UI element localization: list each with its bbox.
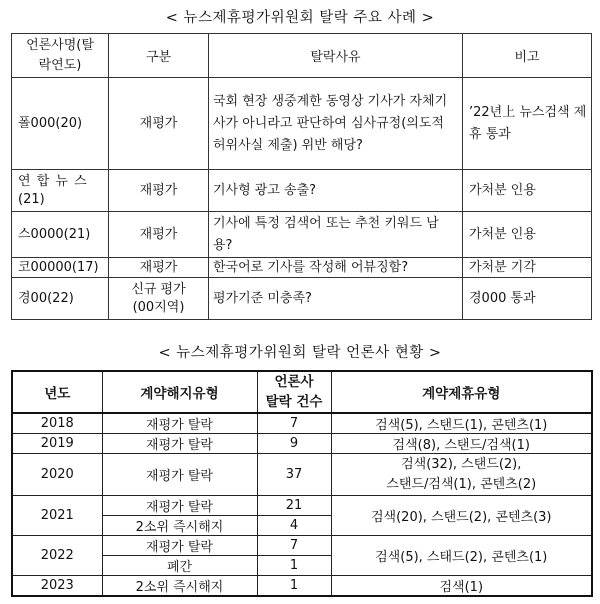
header-note: 비고 (463, 34, 592, 78)
cell-count: 1 (257, 576, 331, 597)
header-partnership-type: 계약제휴유형 (331, 371, 592, 413)
cell-year: 2021 (12, 496, 102, 536)
cell-media (12, 170, 109, 212)
cell-reason: 기사에 특정 검색어 또는 추천 키워드 남용? (209, 212, 463, 258)
cell-count: 7 (257, 536, 331, 556)
cell-type: 재평가 (109, 212, 209, 258)
cell-media-line2: (21) (18, 191, 45, 207)
cell-note: 가처분 인용 (463, 170, 592, 212)
dropout-status-table (11, 370, 593, 597)
table-row (12, 413, 592, 434)
cell-reason: 국회 현장 생중계한 동영상 기사가 자체기사가 아니라고 판단하여 심사규정(의도적 허위사실 제출) 위반 해당? (209, 78, 463, 170)
cell-media: 스0000(21) (12, 212, 109, 258)
table2-title: < 뉴스제휴평가위원회 탈락 언론사 현황 > (158, 345, 442, 361)
table-row (12, 170, 592, 212)
cell-media: 폴000(20) (12, 78, 109, 170)
cell-note: 경000 통과 (463, 278, 592, 320)
cell-partnership: 검색(5), 스태드(2), 콘텐츠(1) (331, 536, 592, 576)
cell-note: ’22년上 뉴스검색 제휴 통과 (463, 78, 592, 170)
header-media (12, 34, 109, 78)
cell-type-line2: (00지역) (132, 299, 185, 315)
header-media-line1: 언론사명(탈 (26, 37, 94, 53)
cell-count: 7 (257, 413, 331, 434)
cell-type: 재평가 탈락 (102, 413, 257, 434)
cell-type: 재평가 탈락 (102, 454, 257, 496)
cell-year: 2020 (12, 454, 102, 496)
table-row (12, 576, 592, 597)
header-media-line2: 락연도) (38, 57, 82, 73)
table-row (12, 434, 592, 454)
cell-partnership: 검색(1) (331, 576, 592, 597)
cell-partnership-line1: 검색(32), 스탠드(2), (401, 456, 522, 472)
cell-reason: 기사형 광고 송출? (209, 170, 463, 212)
table-row (12, 212, 592, 258)
header-type: 구분 (109, 34, 209, 78)
cell-type (109, 278, 209, 320)
cell-count: 4 (257, 516, 331, 536)
cell-year: 2019 (12, 434, 102, 454)
cell-media-line1: 연 합 뉴 스 (18, 173, 88, 189)
cell-type: 재평가 (109, 170, 209, 212)
cell-reason: 한국어로 기사를 작성해 어뷰징함? (209, 258, 463, 278)
cell-count: 9 (257, 434, 331, 454)
cell-media: 코00000(17) (12, 258, 109, 278)
table-row (12, 258, 592, 278)
header-count-line2: 탈락 건수 (265, 394, 323, 410)
cell-type: 재평가 탈락 (102, 496, 257, 516)
cell-type: 재평가 탈락 (102, 434, 257, 454)
cell-type: 2소위 즉시해지 (102, 516, 257, 536)
cell-year: 2023 (12, 576, 102, 597)
cell-note: 가처분 기각 (463, 258, 592, 278)
table1-title: < 뉴스제휴평가위원회 탈락 주요 사례 > (165, 10, 435, 26)
cell-type: 재평가 (109, 78, 209, 170)
table-row (12, 536, 592, 556)
cell-type-line1: 신규 평가 (131, 281, 186, 297)
header-count (257, 371, 331, 413)
cell-partnership: 검색(20), 스탠드(2), 콘텐츠(3) (331, 496, 592, 536)
cell-partnership: 검색(5), 스탠드(1), 콘텐츠(1) (331, 413, 592, 434)
cell-year: 2022 (12, 536, 102, 576)
cell-type: 재평가 (109, 258, 209, 278)
cell-partnership-line2: 스탠드/검색(1), 콘텐츠(2) (386, 476, 537, 492)
cell-type: 폐간 (102, 556, 257, 576)
cell-count: 1 (257, 556, 331, 576)
table-row (12, 78, 592, 170)
table-row (12, 496, 592, 516)
header-reason: 탈락사유 (209, 34, 463, 78)
cell-reason: 평가기준 미충족? (209, 278, 463, 320)
cell-type: 2소위 즉시해지 (102, 576, 257, 597)
table-row (12, 278, 592, 320)
table-row (12, 454, 592, 496)
cell-partnership: 검색(8), 스탠드/검색(1) (331, 434, 592, 454)
header-termination-type: 계약해지유형 (102, 371, 257, 413)
header-year: 년도 (12, 371, 102, 413)
cell-type: 재평가 탈락 (102, 536, 257, 556)
cell-media: 경00(22) (12, 278, 109, 320)
cell-partnership (331, 454, 592, 496)
cell-count: 21 (257, 496, 331, 516)
header-count-line1: 언론사 (274, 374, 314, 390)
cell-count: 37 (257, 454, 331, 496)
cell-year: 2018 (12, 413, 102, 434)
major-cases-table (11, 33, 592, 320)
cell-note: 가처분 인용 (463, 212, 592, 258)
